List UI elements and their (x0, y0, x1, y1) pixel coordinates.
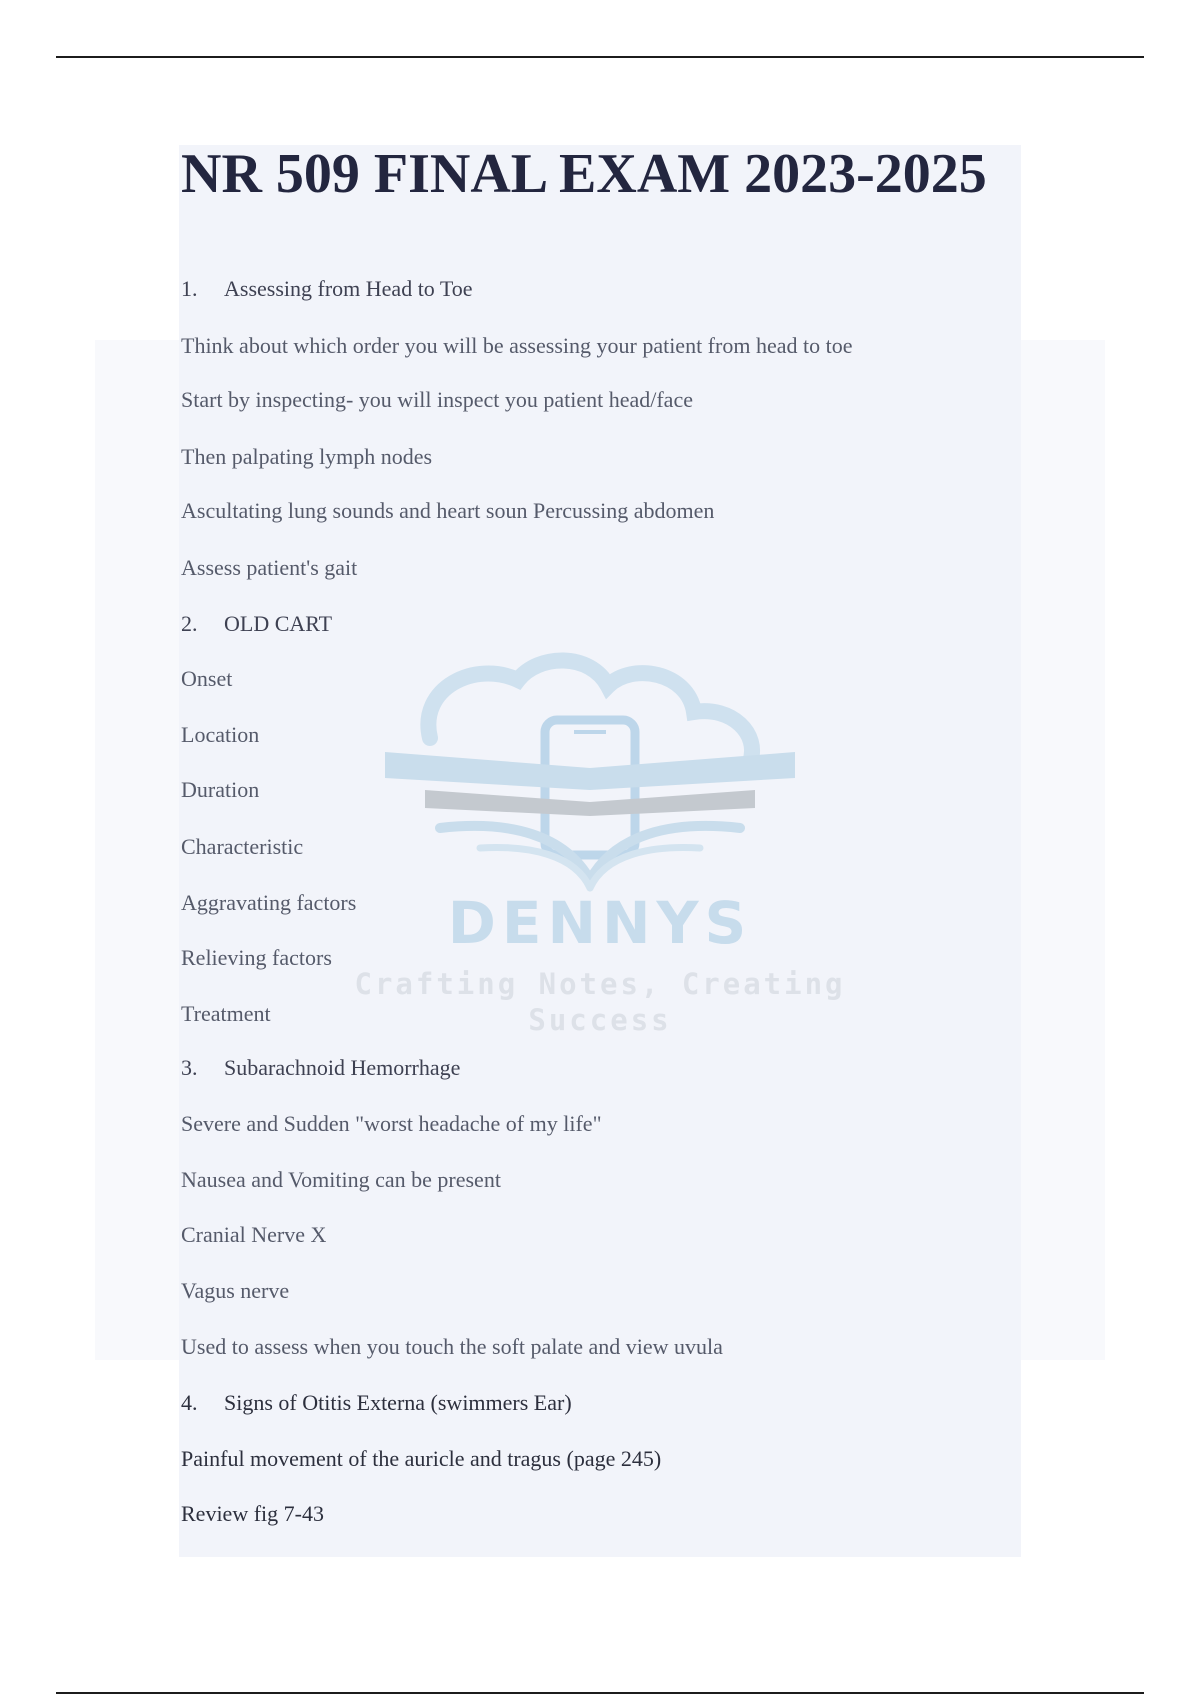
list-item: Treatment (181, 1001, 271, 1026)
list-item: Used to assess when you touch the soft palate and view uvula (181, 1334, 723, 1359)
list-item: Vagus nerve (181, 1278, 290, 1303)
list-item: Cranial Nerve X (181, 1222, 327, 1247)
document-title: NR 509 FINAL EXAM 2023-2025 (181, 143, 987, 205)
section-number: 1. (181, 276, 198, 301)
section-heading (181, 1388, 572, 1418)
list-item: Relieving factors (181, 945, 332, 970)
section-number: 2. (181, 611, 198, 636)
list-item: Review fig 7-43 (181, 1501, 324, 1526)
list-item: Start by inspecting- you will inspect you patient head/face (181, 387, 693, 412)
section-heading (181, 274, 473, 304)
watermark-tagline: Crafting Notes, Creating Success (354, 967, 846, 1037)
section-number: 3. (181, 1055, 198, 1080)
list-item: Duration (181, 777, 260, 802)
list-item: Location (181, 722, 260, 747)
section-number: 4. (181, 1390, 198, 1415)
list-item: Onset (181, 666, 233, 691)
section-heading-text: Subarachnoid Hemorrhage (224, 1055, 461, 1080)
list-item: Nausea and Vomiting can be present (181, 1167, 501, 1192)
section-heading-text: OLD CART (224, 611, 333, 636)
list-item: Aggravating factors (181, 890, 357, 915)
section-heading (181, 1053, 460, 1083)
list-item: Severe and Sudden "worst headache of my life" (181, 1111, 602, 1136)
list-item: Think about which order you will be assessing your patient from head to toe (181, 333, 853, 358)
bottom-rule (56, 1692, 1144, 1694)
section-heading-text: Assessing from Head to Toe (224, 276, 473, 301)
list-item: Characteristic (181, 834, 304, 859)
list-item: Painful movement of the auricle and tragus (page 245) (181, 1446, 662, 1471)
section-heading (181, 609, 332, 639)
section-heading-text: Signs of Otitis Externa (swimmers Ear) (224, 1390, 572, 1415)
list-item: Then palpating lymph nodes (181, 444, 433, 469)
list-item: Assess patient's gait (181, 555, 358, 580)
list-item: Ascultating lung sounds and heart soun Percussing abdomen (181, 498, 715, 523)
watermark-brand-name: DENNYS (447, 889, 753, 957)
top-rule (56, 56, 1144, 58)
